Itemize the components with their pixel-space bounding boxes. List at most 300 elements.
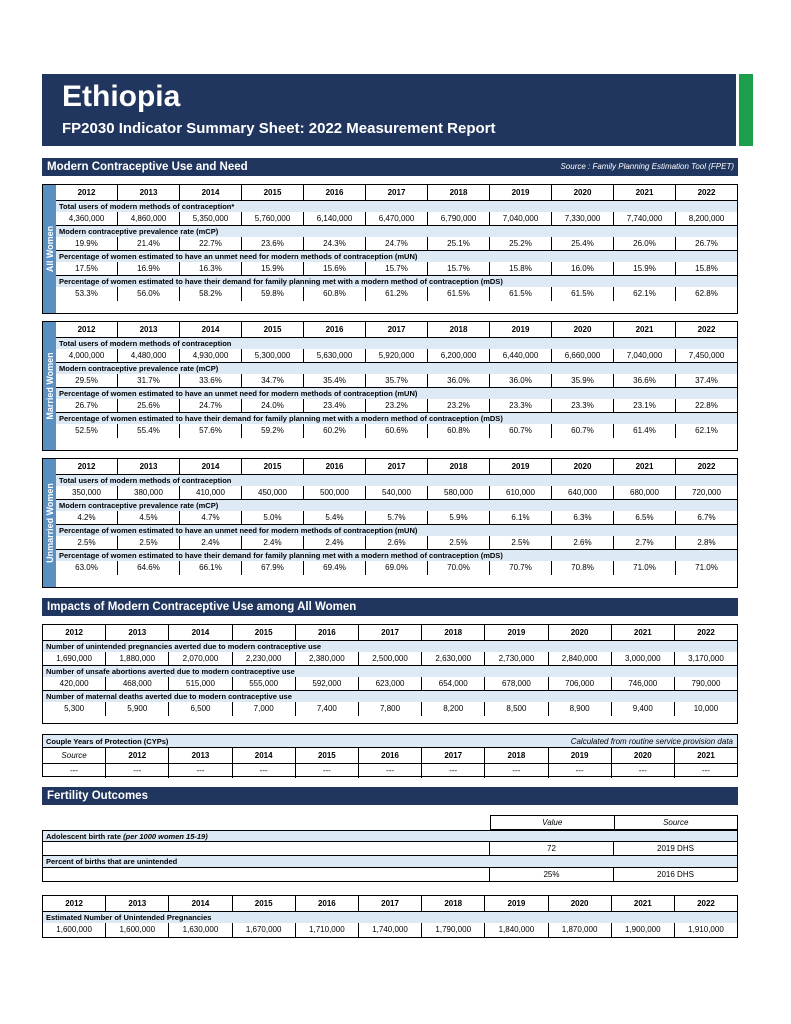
indicator-values-row: [56, 511, 737, 525]
year-header: 2017: [366, 322, 428, 337]
value-cell: 6,790,000: [428, 212, 490, 225]
indicator-label: Percentage of women estimated to have an unmet need for modern methods of contraception (mUN): [56, 251, 737, 262]
indicator-values-row: [56, 349, 737, 363]
year-header: 2015: [242, 185, 304, 200]
value-cell: 24.7%: [180, 399, 242, 412]
value-cell: 746,000: [612, 677, 675, 690]
year-header: 2014: [169, 896, 232, 911]
side-label-text: Married Women: [44, 352, 55, 420]
value-cell: 706,000: [549, 677, 612, 690]
value-cell: 15.9%: [614, 262, 676, 275]
side-label: [43, 322, 56, 450]
value-cell: 500,000: [304, 486, 366, 499]
indicator-values-row: [43, 923, 737, 937]
accent-bar: [739, 74, 753, 146]
value-cell: 63.0%: [56, 561, 118, 575]
value-cell: 4,860,000: [118, 212, 180, 225]
value-cell: 15.9%: [242, 262, 304, 275]
value-cell: 2.4%: [304, 536, 366, 549]
value-cell: 1,600,000: [106, 923, 169, 937]
value-cell: 58.2%: [180, 287, 242, 301]
indicator-label: Total users of modern methods of contraception: [56, 338, 737, 349]
value-cell: 64.6%: [118, 561, 180, 575]
value-cell: 5.4%: [304, 511, 366, 524]
year-header: 2021: [612, 896, 675, 911]
cyp-header-row: [43, 748, 737, 764]
value-cell: 57.6%: [180, 424, 242, 438]
year-header-row: [56, 322, 737, 338]
year-header: 2012: [43, 625, 106, 640]
value-cell: 6,140,000: [304, 212, 366, 225]
value-cell: 7,450,000: [688, 351, 725, 360]
year-header: 2014: [180, 459, 242, 474]
value-cell: 61.5%: [552, 287, 614, 301]
year-header: 2017: [366, 459, 428, 474]
all-women-table: [42, 184, 738, 314]
value-cell: 6.7%: [697, 513, 716, 522]
adolescent-birth-rate-source: 2019 DHS: [657, 844, 694, 853]
adolescent-birth-rate-value: 72: [490, 842, 614, 855]
value-cell: 7,000: [233, 702, 296, 716]
value-cell: 26.7%: [695, 239, 718, 248]
indicator-values-row: [56, 374, 737, 388]
value-cell: ---: [485, 764, 548, 778]
year-header: 2014: [180, 185, 242, 200]
value-cell: 8,200,000: [688, 214, 725, 223]
value-cell: 60.7%: [552, 424, 614, 438]
source-column-header: Source: [663, 818, 689, 827]
year-header: 2021: [614, 322, 676, 337]
value-cell: 2,500,000: [359, 652, 422, 665]
year-header: 2022: [697, 325, 716, 334]
value-cell: 410,000: [180, 486, 242, 499]
value-cell: 1,710,000: [296, 923, 359, 937]
year-header: 2016: [296, 896, 359, 911]
report-subtitle: FP2030 Indicator Summary Sheet: 2022 Measurement Report: [62, 120, 496, 137]
year-header-row: [43, 625, 737, 641]
value-cell: 4,000,000: [56, 349, 118, 362]
year-header: 2013: [106, 625, 169, 640]
value-cell: 4,480,000: [118, 349, 180, 362]
value-cell: 1,740,000: [359, 923, 422, 937]
value-cell: 70.7%: [490, 561, 552, 575]
year-header: 2018: [428, 459, 490, 474]
year-header: 2015: [233, 625, 296, 640]
value-cell: 468,000: [106, 677, 169, 690]
value-cell: 678,000: [485, 677, 548, 690]
section-source: Source : Family Planning Estimation Tool (FPET): [560, 162, 734, 171]
value-cell: 7,400: [296, 702, 359, 716]
value-cell: 61.2%: [366, 287, 428, 301]
value-cell: ---: [612, 764, 675, 778]
value-cell: 23.2%: [428, 399, 490, 412]
value-cell: 15.6%: [304, 262, 366, 275]
value-cell: 70.0%: [428, 561, 490, 575]
value-cell: 1,840,000: [485, 923, 548, 937]
indicator-values-row: [43, 677, 737, 691]
year-header: 2015: [242, 322, 304, 337]
value-cell: 5,300,000: [242, 349, 304, 362]
value-cell: 6.3%: [552, 511, 614, 524]
value-cell: 5,300: [43, 702, 106, 716]
year-header: 2015: [296, 748, 359, 763]
value-cell: 33.6%: [180, 374, 242, 387]
value-cell: ---: [233, 764, 296, 778]
section-title: Impacts of Modern Contraceptive Use among All Women: [47, 601, 357, 613]
value-cell: 4.5%: [118, 511, 180, 524]
value-cell: 52.5%: [56, 424, 118, 438]
value-cell: 5.0%: [242, 511, 304, 524]
value-cell: ---: [549, 764, 612, 778]
value-cell: 5,760,000: [242, 212, 304, 225]
value-cell: 2,380,000: [296, 652, 359, 665]
value-cell: 654,000: [422, 677, 485, 690]
value-cell: 1,790,000: [422, 923, 485, 937]
indicator-values-row: [56, 424, 737, 438]
value-cell: 2,730,000: [485, 652, 548, 665]
year-header: 2020: [549, 896, 612, 911]
year-header-row: [43, 896, 737, 912]
value-cell: ---: [106, 764, 169, 778]
indicator-values-row: [56, 212, 737, 226]
section-header-fertility: [42, 787, 738, 805]
value-cell: ---: [422, 764, 485, 778]
value-cell: 66.1%: [180, 561, 242, 575]
value-cell: 5,350,000: [180, 212, 242, 225]
value-cell: 640,000: [552, 486, 614, 499]
value-cell: 7,740,000: [614, 212, 676, 225]
value-cell: 610,000: [490, 486, 552, 499]
side-label-text: Unmarried Women: [44, 483, 55, 563]
value-cell: 6,440,000: [490, 349, 552, 362]
value-cell: 15.8%: [695, 264, 718, 273]
indicator-label: Number of unintended pregnancies averted due to modern contraceptive use: [43, 641, 737, 652]
indicator-label: Percentage of women estimated to have an unmet need for modern methods of contraception (mUN): [56, 525, 737, 536]
year-header-row: [56, 459, 737, 475]
side-label-text: All Women: [44, 225, 55, 273]
value-cell: 22.8%: [695, 401, 718, 410]
value-cell: 35.9%: [552, 374, 614, 387]
value-cell: 10,000: [693, 704, 719, 713]
section-title: Fertility Outcomes: [47, 790, 148, 802]
year-header: 2018: [422, 625, 485, 640]
value-cell: 15.7%: [428, 262, 490, 275]
value-cell: 19.9%: [56, 237, 118, 250]
year-header: 2019: [490, 322, 552, 337]
value-cell: 380,000: [118, 486, 180, 499]
value-cell: 62.8%: [695, 289, 718, 298]
year-header: 2017: [359, 625, 422, 640]
unintended-births-label: Percent of births that are unintended: [42, 856, 738, 867]
value-cell: 37.4%: [695, 376, 718, 385]
value-cell: 720,000: [692, 488, 721, 497]
value-cell: ---: [43, 764, 106, 778]
indicator-label: Number of maternal deaths averted due to modern contraceptive use: [43, 691, 737, 702]
year-header: 2013: [118, 322, 180, 337]
year-header: 2014: [233, 748, 296, 763]
indicator-label: Estimated Number of Unintended Pregnancies: [43, 912, 737, 923]
value-cell: 1,670,000: [233, 923, 296, 937]
value-cell: 1,880,000: [106, 652, 169, 665]
value-cell: 3,000,000: [612, 652, 675, 665]
indicator-label: Total users of modern methods of contraception*: [56, 201, 737, 212]
value-cell: 55.4%: [118, 424, 180, 438]
value-cell: 35.4%: [304, 374, 366, 387]
value-cell: 61.5%: [490, 287, 552, 301]
value-cell: 2.4%: [180, 536, 242, 549]
value-cell: 8,200: [422, 702, 485, 716]
indicator-label: Percentage of women estimated to have their demand for family planning met with a modern method of contraception (mDS): [56, 550, 737, 561]
value-cell: 4.7%: [180, 511, 242, 524]
year-header: 2012: [56, 459, 118, 474]
indicator-label: Percentage of women estimated to have their demand for family planning met with a modern method of contraception (mDS): [56, 413, 737, 424]
value-cell: 71.0%: [695, 563, 718, 572]
indicator-label: Modern contraceptive prevalence rate (mCP): [56, 500, 737, 511]
value-cell: 8,500: [485, 702, 548, 716]
value-cell: 1,910,000: [688, 925, 724, 934]
value-cell: 60.6%: [366, 424, 428, 438]
value-cell: 22.7%: [180, 237, 242, 250]
value-cell: 24.7%: [366, 237, 428, 250]
value-cell: 59.2%: [242, 424, 304, 438]
indicator-label: Percentage of women estimated to have an unmet need for modern methods of contraception (mUN): [56, 388, 737, 399]
value-cell: ---: [359, 764, 422, 778]
indicator-values-row: [56, 237, 737, 251]
value-cell: 25.2%: [490, 237, 552, 250]
year-header: 2021: [614, 459, 676, 474]
section-header-contraceptive-use: [42, 158, 738, 176]
year-header-row: [56, 185, 737, 201]
value-cell: 25.1%: [428, 237, 490, 250]
year-header: 2016: [359, 748, 422, 763]
value-cell: 2.6%: [552, 536, 614, 549]
year-header: 2016: [304, 459, 366, 474]
year-header: 2018: [422, 896, 485, 911]
year-header: 2018: [428, 322, 490, 337]
unmarried-women-table: [42, 458, 738, 588]
value-cell: 69.4%: [304, 561, 366, 575]
value-cell: 7,040,000: [614, 349, 676, 362]
value-cell: 7,330,000: [552, 212, 614, 225]
value-cell: 2,840,000: [549, 652, 612, 665]
year-header: 2012: [56, 322, 118, 337]
year-header: 2013: [106, 896, 169, 911]
value-cell: 25.6%: [118, 399, 180, 412]
married-women-table: [42, 321, 738, 451]
value-cell: 4,360,000: [56, 212, 118, 225]
indicator-label: Modern contraceptive prevalence rate (mCP): [56, 226, 737, 237]
value-cell: 62.1%: [614, 287, 676, 301]
value-cell: 5.7%: [366, 511, 428, 524]
year-header: 2016: [304, 322, 366, 337]
value-cell: 1,870,000: [549, 923, 612, 937]
value-cell: 23.1%: [614, 399, 676, 412]
value-cell: 67.9%: [242, 561, 304, 575]
adolescent-birth-rate-label: Adolescent birth rate (per 1000 women 15-19): [42, 830, 738, 841]
value-cell: 23.4%: [304, 399, 366, 412]
value-cell: 2.5%: [56, 536, 118, 549]
value-cell: 69.0%: [366, 561, 428, 575]
value-cell: 4,930,000: [180, 349, 242, 362]
value-cell: 1,600,000: [43, 923, 106, 937]
year-header: 2016: [304, 185, 366, 200]
year-header: 2019: [490, 459, 552, 474]
value-cell: 23.2%: [366, 399, 428, 412]
value-cell: 2,630,000: [422, 652, 485, 665]
value-cell: 592,000: [296, 677, 359, 690]
value-cell: 25.4%: [552, 237, 614, 250]
value-cell: 31.7%: [118, 374, 180, 387]
value-cell: 36.0%: [490, 374, 552, 387]
year-header: 2020: [552, 459, 614, 474]
year-header: 2020: [552, 185, 614, 200]
value-cell: 1,900,000: [612, 923, 675, 937]
value-cell: 5,630,000: [304, 349, 366, 362]
value-cell: 23.3%: [552, 399, 614, 412]
value-cell: 60.2%: [304, 424, 366, 438]
year-header: 2012: [43, 896, 106, 911]
country-title: Ethiopia: [62, 80, 181, 113]
header-banner: [42, 74, 736, 146]
year-header: 2019: [490, 185, 552, 200]
value-cell: 2.8%: [697, 538, 716, 547]
value-cell: 61.4%: [614, 424, 676, 438]
value-cell: 60.7%: [490, 424, 552, 438]
year-header: 2019: [485, 625, 548, 640]
value-cell: 6,500: [169, 702, 232, 716]
side-label: [43, 459, 56, 587]
value-cell: 29.5%: [56, 374, 118, 387]
value-cell: ---: [296, 764, 359, 778]
value-cell: 1,690,000: [43, 652, 106, 665]
value-cell: 623,000: [359, 677, 422, 690]
unintended-pregnancies-table: [42, 895, 738, 938]
value-cell: 21.4%: [118, 237, 180, 250]
indicator-values-row: [43, 702, 737, 716]
value-cell: 60.8%: [428, 424, 490, 438]
value-cell: 540,000: [366, 486, 428, 499]
cyp-title: Couple Years of Protection (CYPs): [46, 737, 169, 746]
value-cell: 5.9%: [428, 511, 490, 524]
year-header: 2013: [118, 459, 180, 474]
value-cell: ---: [169, 764, 232, 778]
side-label: [43, 185, 56, 313]
indicator-values-row: [56, 561, 737, 575]
indicator-label: Total users of modern methods of contraception: [56, 475, 737, 486]
value-cell: 70.8%: [552, 561, 614, 575]
value-cell: 2.5%: [118, 536, 180, 549]
year-header: 2021: [614, 185, 676, 200]
value-cell: 26.0%: [614, 237, 676, 250]
value-cell: 6,470,000: [366, 212, 428, 225]
year-header: 2014: [180, 322, 242, 337]
value-cell: ---: [701, 766, 710, 775]
cyp-table: [42, 734, 738, 777]
unintended-births-source: 2016 DHS: [657, 870, 694, 879]
year-header: 2020: [549, 625, 612, 640]
value-cell: 36.0%: [428, 374, 490, 387]
year-header: 2020: [612, 748, 675, 763]
value-cell: 2,230,000: [233, 652, 296, 665]
cyp-source-header: Source: [43, 748, 106, 763]
value-cell: 3,170,000: [688, 654, 724, 663]
value-cell: 2,070,000: [169, 652, 232, 665]
value-cell: 5,900: [106, 702, 169, 716]
value-cell: 24.0%: [242, 399, 304, 412]
value-cell: 17.5%: [56, 262, 118, 275]
value-cell: 16.9%: [118, 262, 180, 275]
section-title: Modern Contraceptive Use and Need: [47, 161, 248, 173]
value-cell: 4.2%: [56, 511, 118, 524]
cyp-values-row: [43, 764, 737, 778]
indicator-values-row: [56, 486, 737, 500]
year-header: 2015: [233, 896, 296, 911]
value-cell: 6,660,000: [552, 349, 614, 362]
value-cell: 350,000: [56, 486, 118, 499]
value-cell: 71.0%: [614, 561, 676, 575]
year-header: 2017: [359, 896, 422, 911]
year-header: 2013: [118, 185, 180, 200]
value-cell: 5,920,000: [366, 349, 428, 362]
value-cell: 59.8%: [242, 287, 304, 301]
year-header: 2018: [428, 185, 490, 200]
value-cell: 62.1%: [695, 426, 718, 435]
year-header: 2018: [485, 748, 548, 763]
value-cell: 515,000: [169, 677, 232, 690]
fertility-outcomes-table: [42, 815, 738, 885]
value-cell: 790,000: [691, 679, 721, 688]
value-cell: 555,000: [233, 677, 296, 690]
value-column-header: Value: [491, 816, 615, 829]
value-cell: 34.7%: [242, 374, 304, 387]
indicator-values-row: [56, 287, 737, 301]
year-header: 2017: [422, 748, 485, 763]
year-header: 2021: [612, 625, 675, 640]
cyp-note: Calculated from routine service provision data: [570, 737, 733, 746]
indicator-label: Percentage of women estimated to have their demand for family planning met with a modern method of contraception (mDS): [56, 276, 737, 287]
value-cell: 450,000: [242, 486, 304, 499]
year-header: 2022: [697, 462, 716, 471]
value-cell: 15.8%: [490, 262, 552, 275]
year-header: 2016: [296, 625, 359, 640]
indicator-values-row: [56, 399, 737, 413]
section-header-impacts: [42, 598, 738, 616]
value-cell: 53.3%: [56, 287, 118, 301]
value-cell: 36.6%: [614, 374, 676, 387]
value-cell: 2.5%: [490, 536, 552, 549]
year-header: 2022: [697, 899, 715, 908]
value-cell: 580,000: [428, 486, 490, 499]
value-cell: 60.8%: [304, 287, 366, 301]
value-cell: 2.6%: [366, 536, 428, 549]
value-cell: 9,400: [612, 702, 675, 716]
value-cell: 24.3%: [304, 237, 366, 250]
value-cell: 2.7%: [614, 536, 676, 549]
value-cell: 16.0%: [552, 262, 614, 275]
year-header: 2022: [697, 188, 716, 197]
indicator-values-row: [43, 652, 737, 666]
indicator-values-row: [56, 536, 737, 550]
value-cell: 2.5%: [428, 536, 490, 549]
year-header: 2012: [106, 748, 169, 763]
value-cell: 56.0%: [118, 287, 180, 301]
year-header: 2015: [242, 459, 304, 474]
value-cell: 6.1%: [490, 511, 552, 524]
indicator-label: Modern contraceptive prevalence rate (mCP): [56, 363, 737, 374]
year-header: 2021: [697, 751, 715, 760]
value-cell: 420,000: [43, 677, 106, 690]
year-header: 2014: [169, 625, 232, 640]
